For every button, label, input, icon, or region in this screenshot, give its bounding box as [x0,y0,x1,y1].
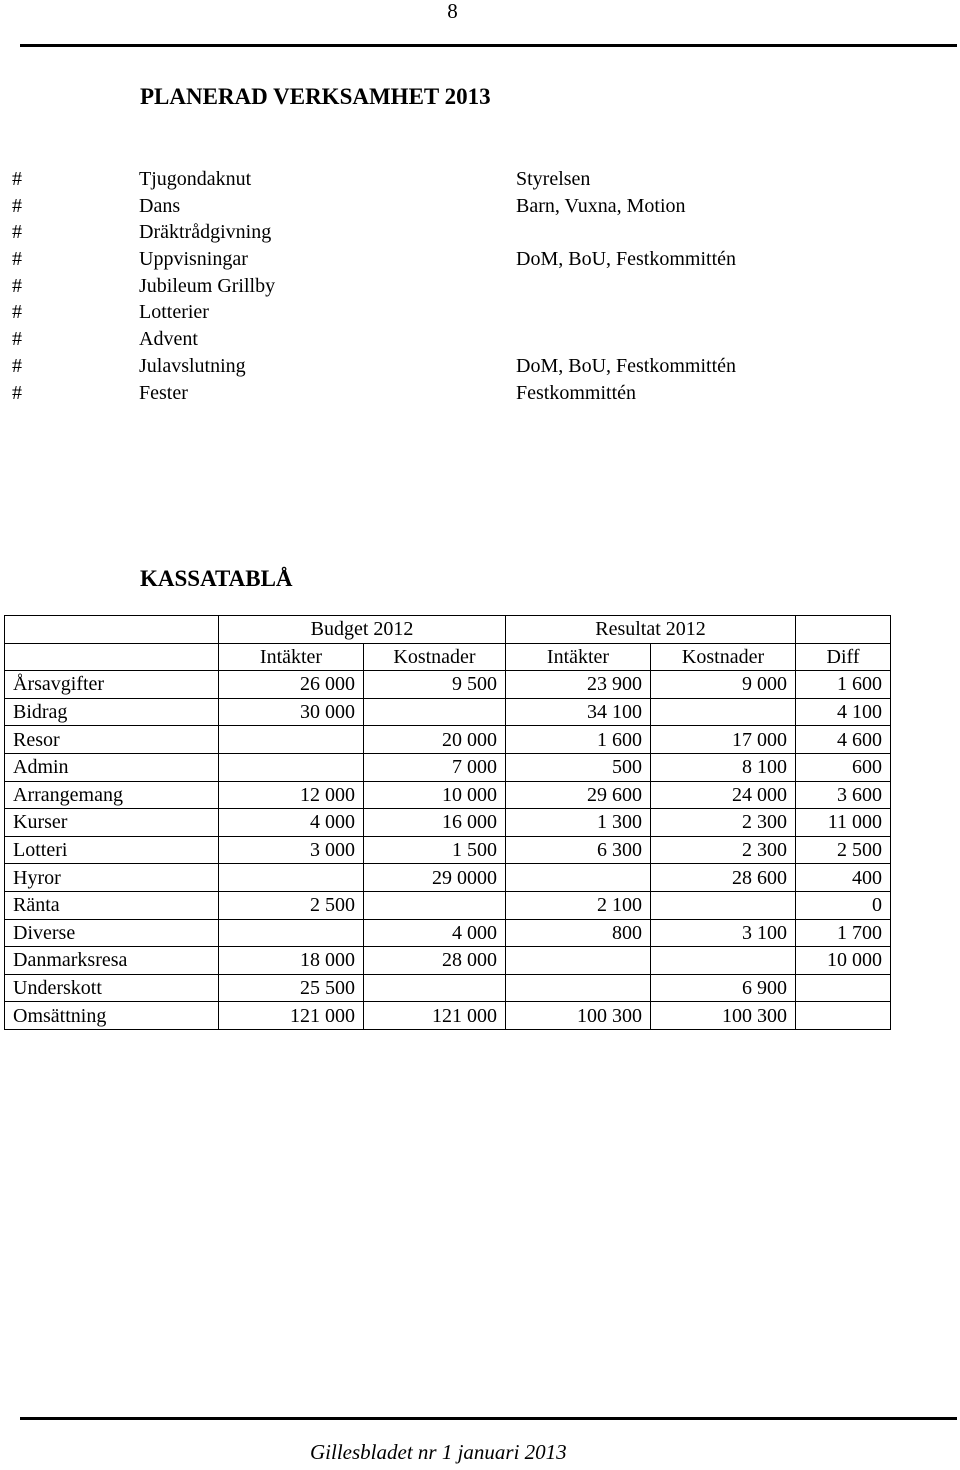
activity-marker: # [12,301,22,324]
header-blank-cell [5,616,219,644]
table-row [5,891,891,919]
table-row [5,974,891,1002]
table-cell: 9 000 [651,671,796,699]
table-cell: 2 300 [651,809,796,837]
plan-title: PLANERAD VERKSAMHET 2013 [140,84,491,109]
result-group-header: Resultat 2012 [506,616,796,644]
table-cell [651,698,796,726]
table-cell: 9 500 [364,671,506,699]
table-cell: 2 500 [796,836,891,864]
activity-responsible: Styrelsen [516,168,591,190]
table-cell [219,919,364,947]
activity-name: Jubileum Grillby [139,274,276,297]
row-label: Admin [5,753,219,781]
table-cell: 18 000 [219,947,364,975]
table-cell: 6 300 [506,836,651,864]
table-cell [651,947,796,975]
table-row [5,1002,891,1030]
activity-responsible: DoM, BoU, Festkommittén [516,354,737,377]
table-cell: 12 000 [219,781,364,809]
activity-name: Uppvisningar [139,248,248,271]
table-row [5,753,891,781]
table-cell: 4 100 [796,698,891,726]
table-cell: 28 600 [651,864,796,892]
activity-item [0,219,960,246]
table-cell: 121 000 [364,1002,506,1030]
table-row [5,671,891,699]
group-header-row [5,616,891,644]
table-cell: 400 [796,864,891,892]
table-row [5,919,891,947]
table-cell: 1 500 [364,836,506,864]
table-cell [506,864,651,892]
table-row [5,698,891,726]
activity-item [0,273,960,300]
activity-item [0,166,960,193]
table-cell [796,1002,891,1030]
table-row [5,726,891,754]
activity-name: Tjugondaknut [139,168,252,190]
table-row [5,781,891,809]
activity-name: Dräktrådgivning [139,221,272,244]
table-cell: 1 300 [506,809,651,837]
table-cell [651,891,796,919]
activity-list [0,166,960,406]
activity-marker: # [12,328,22,351]
table-cell: 100 300 [506,1002,651,1030]
table-cell [219,753,364,781]
column-header: Kostnader [364,643,506,671]
table-cell [219,864,364,892]
table-row [5,809,891,837]
table-cell: 8 100 [651,753,796,781]
table-row [5,836,891,864]
row-label: Omsättning [5,1002,219,1030]
table-cell: 28 000 [364,947,506,975]
activity-item [0,246,960,273]
budget-group-header: Budget 2012 [219,616,506,644]
row-label: Bidrag [5,698,219,726]
table-cell: 1 700 [796,919,891,947]
kassa-body [5,671,891,1030]
table-cell: 3 000 [219,836,364,864]
activity-marker: # [12,194,22,217]
table-cell: 10 000 [796,947,891,975]
activity-responsible: Barn, Vuxna, Motion [516,194,686,217]
table-cell: 29 0000 [364,864,506,892]
table-cell: 4 000 [364,919,506,947]
activity-item [0,326,960,353]
activity-marker: # [12,381,22,404]
activity-marker: # [12,274,22,297]
table-cell: 34 100 [506,698,651,726]
activity-name: Advent [139,328,198,351]
column-header: Kostnader [651,643,796,671]
header-blank-cell [5,643,219,671]
table-cell: 7 000 [364,753,506,781]
table-cell: 800 [506,919,651,947]
footer-rule [20,1417,957,1420]
table-cell: 2 500 [219,891,364,919]
table-cell: 11 000 [796,809,891,837]
table-cell: 17 000 [651,726,796,754]
table-row [5,864,891,892]
table-cell [364,974,506,1002]
activity-name: Julavslutning [139,354,246,377]
table-cell [364,891,506,919]
activity-name: Lotterier [139,301,209,324]
activity-name: Dans [139,194,181,217]
activity-name: Fester [139,381,188,404]
table-cell: 4 000 [219,809,364,837]
table-cell: 2 300 [651,836,796,864]
row-label: Arrangemang [5,781,219,809]
page-number: 8 [447,0,458,23]
activity-marker: # [12,221,22,244]
kassa-header [5,616,891,671]
row-label: Diverse [5,919,219,947]
activity-item [0,353,960,380]
kassa-table [4,615,891,1030]
kassa-title: KASSATABLÅ [140,566,293,591]
table-cell: 24 000 [651,781,796,809]
activity-responsible: DoM, BoU, Festkommittén [516,248,737,271]
activity-item [0,380,960,407]
table-row [5,947,891,975]
header-blank-cell [796,616,891,644]
column-header: Intäkter [506,643,651,671]
table-cell: 0 [796,891,891,919]
table-cell: 29 600 [506,781,651,809]
table-cell: 1 600 [506,726,651,754]
table-cell: 16 000 [364,809,506,837]
activity-marker: # [12,354,22,377]
activity-marker: # [12,248,22,271]
row-label: Underskott [5,974,219,1002]
row-label: Ränta [5,891,219,919]
table-cell: 1 600 [796,671,891,699]
row-label: Danmarksresa [5,947,219,975]
activity-responsible: Festkommittén [516,381,636,404]
table-cell: 4 600 [796,726,891,754]
table-cell: 23 900 [506,671,651,699]
row-label: Årsavgifter [5,671,219,699]
row-label: Resor [5,726,219,754]
table-cell: 2 100 [506,891,651,919]
table-cell: 26 000 [219,671,364,699]
activity-item [0,193,960,220]
table-cell [506,947,651,975]
activity-marker: # [12,168,22,190]
table-cell: 25 500 [219,974,364,1002]
footer-text: Gillesbladet nr 1 januari 2013 [310,1440,567,1464]
table-cell [219,726,364,754]
table-cell: 6 900 [651,974,796,1002]
activity-item [0,299,960,326]
table-cell [364,698,506,726]
table-cell: 3 600 [796,781,891,809]
table-cell [796,974,891,1002]
row-label: Lotteri [5,836,219,864]
table-cell: 121 000 [219,1002,364,1030]
table-cell: 600 [796,753,891,781]
table-cell: 20 000 [364,726,506,754]
table-cell: 100 300 [651,1002,796,1030]
row-label: Kurser [5,809,219,837]
table-cell: 500 [506,753,651,781]
column-header: Diff [796,643,891,671]
table-cell: 3 100 [651,919,796,947]
table-cell: 30 000 [219,698,364,726]
column-header-row [5,643,891,671]
table-cell: 10 000 [364,781,506,809]
column-header: Intäkter [219,643,364,671]
row-label: Hyror [5,864,219,892]
header-rule [20,44,957,47]
table-cell [506,974,651,1002]
